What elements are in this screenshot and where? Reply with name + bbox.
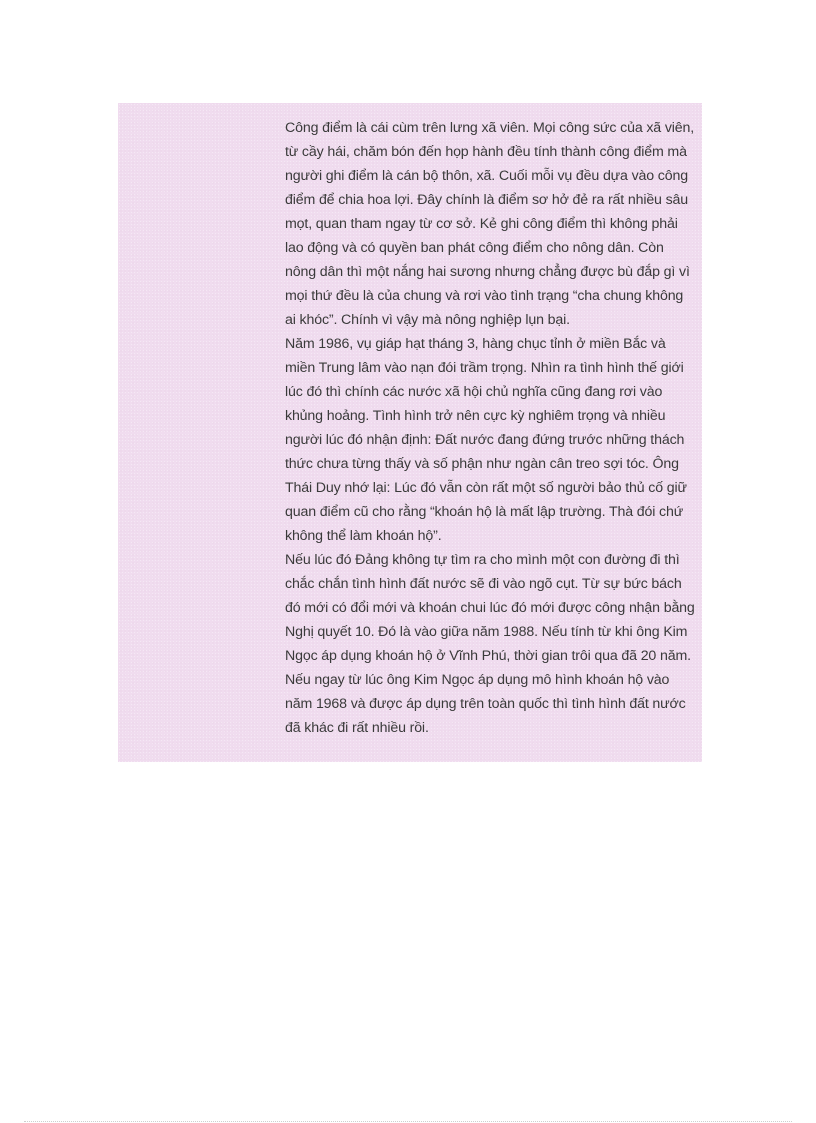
article-body bbox=[285, 116, 695, 740]
text-panel bbox=[118, 103, 702, 762]
paragraph-cong-diem: Công điểm là cái cùm trên lưng xã viên. Mọi công sức của xã viên, từ cầy hái, chăm bón đến họp hành đều tính thành công điểm mà người ghi điểm là cán bộ thôn, xã. Cuối mỗi vụ đều dựa vào công điểm để chia hoa lợi. Đây chính là điểm sơ hở đẻ ra rất nhiều sâu mọt, quan tham ngay từ cơ sở. Kẻ ghi công điểm thì không phải lao động và có quyền ban phát công điểm cho nông dân. Còn nông dân thì một nắng hai sương nhưng chẳng được bù đắp gì vì mọi thứ đều là của chung và rơi vào tình trạng “cha chung không ai khóc”. Chính vì vậy mà nông nghiệp lụn bại. bbox=[285, 120, 695, 328]
paragraph-neu-luc-do: Nếu lúc đó Đảng không tự tìm ra cho mình một con đường đi thì chắc chắn tình hình đất nước sẽ đi vào ngõ cụt. Từ sự bức bách đó mới có đổi mới và khoán chui lúc đó mới được công nhận bằng Nghị quyết 10. Đó là vào giữa năm 1988. Nếu tính từ khi ông Kim Ngọc áp dụng khoán hộ ở Vĩnh Phú, thời gian trôi qua đã 20 năm. Nếu ngay từ lúc ông Kim Ngọc áp dụng mô hình khoán hộ vào năm 1968 và được áp dụng trên toàn quốc thì tình hình đất nước đã khác đi rất nhiều rồi. bbox=[285, 552, 695, 736]
page-bottom-divider bbox=[24, 1121, 792, 1122]
paragraph-nam-1986: Năm 1986, vụ giáp hạt tháng 3, hàng chục tỉnh ở miền Bắc và miền Trung lâm vào nạn đói trầm trọng. Nhìn ra tình hình thế giới lúc đó thì chính các nước xã hội chủ nghĩa cũng đang rơi vào khủng hoảng. Tình hình trở nên cực kỳ nghiêm trọng và nhiều người lúc đó nhận định: Đất nước đang đứng trước những thách thức chưa từng thấy và số phận như ngàn cân treo sợi tóc. Ông Thái Duy nhớ lại: Lúc đó vẫn còn rất một số người bảo thủ cố giữ quan điểm cũ cho rằng “khoán hộ là mất lập trường. Thà đói chứ không thể làm khoán hộ”. bbox=[285, 336, 687, 544]
